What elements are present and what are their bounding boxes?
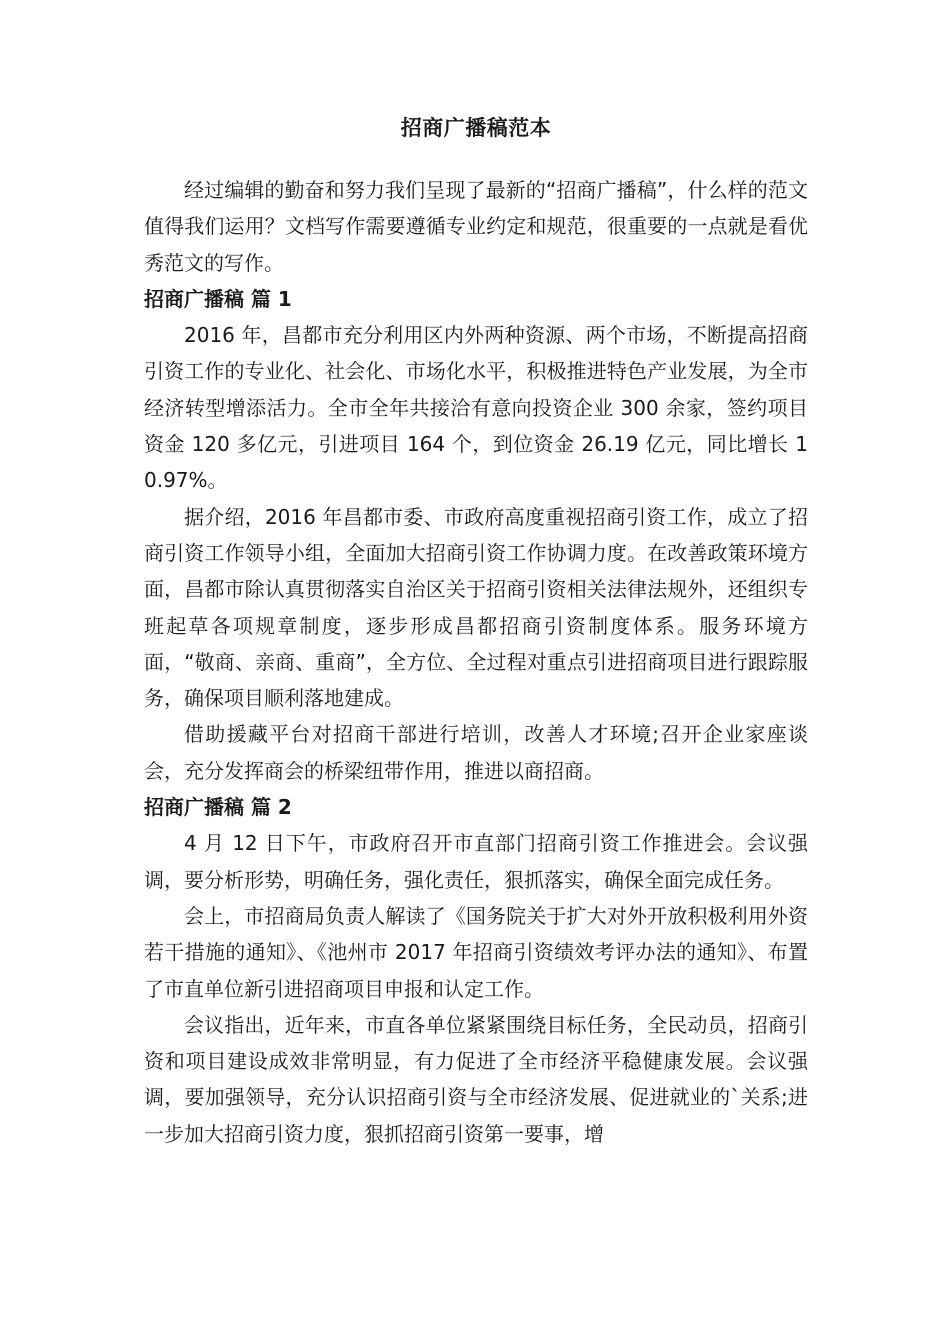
section-2-paragraph-1: 4 月 12 日下午，市政府召开市直部门招商引资工作推进会。会议强调，要分析形势，明确任务，强化责任，狠抓落实，确保全面完成任务。 — [144, 831, 808, 892]
section-1-paragraph-2: 据介绍，2016 年昌都市委、市政府高度重视招商引资工作，成立了招商引资工作领导小组，全面加大招商引资工作协调力度。在改善政策环境方面，昌都市除认真贯彻落实自治区关于招商引资相关法律法规外，还组织专班起草各项规章制度，逐步形成昌都招商引资制度体系。服务环境方面，“敬商、亲商、重商”，全方位、全过程对重点引进招商项目进行跟踪服务，确保项目顺利落地建成。 — [144, 504, 808, 711]
document-body — [144, 110, 808, 1152]
section-1 — [144, 281, 808, 789]
section-2-paragraph-2: 会上，市招商局负责人解读了《国务院关于扩大对外开放积极利用外资若干措施的通知》、《池州市 2017 年招商引资绩效考评办法的通知》、布置了市直单位新引进招商项目申报和认定工作。 — [144, 903, 808, 1001]
section-1-paragraph-3: 借助援藏平台对招商干部进行培训，改善人才环境;召开企业家座谈会，充分发挥商会的桥梁纽带作用，推进以商招商。 — [144, 722, 808, 783]
document-title: 招商广播稿范本 — [400, 116, 552, 140]
section-1-paragraph-1: 2016 年，昌都市充分利用区内外两种资源、两个市场，不断提高招商引资工作的专业化、社会化、市场化水平，积极推进特色产业发展，为全市经济转型增添活力。全市全年共接洽有意向投资企业 300 余家，签约项目资金 120 多亿元，引进项目 164 个，到位资金 26.19 亿元，同比增长 10.97%。 — [144, 323, 808, 493]
section-2-paragraph-3: 会议指出，近年来，市直各单位紧紧围绕目标任务，全民动员，招商引资和项目建设成效非常明显，有力促进了全市经济平稳健康发展。会议强调，要加强领导，充分认识招商引资与全市经济发展、促进就业的`关系;进一步加大招商引资力度，狠抓招商引资第一要事，增 — [144, 1012, 808, 1146]
intro-paragraph: 经过编辑的勤奋和努力我们呈现了最新的“招商广播稿”，什么样的范文值得我们运用？文档写作需要遵循专业约定和规范，很重要的一点就是看优秀范文的写作。 — [144, 178, 808, 275]
section-2 — [144, 789, 808, 1152]
section-2-heading: 招商广播稿 篇 2 — [144, 795, 292, 820]
section-1-heading: 招商广播稿 篇 1 — [144, 286, 292, 311]
